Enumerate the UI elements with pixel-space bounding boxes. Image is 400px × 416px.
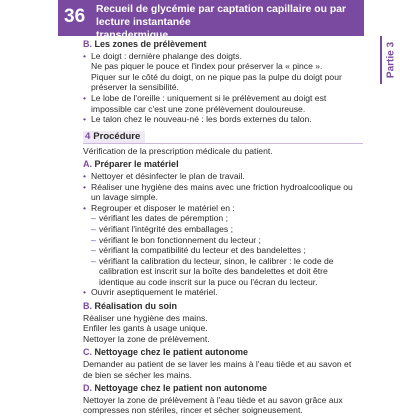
subsection-letter: D. xyxy=(83,383,92,394)
chapter-title-line-1: Recueil de glycémie par captation capillaire ou par lecture instantanée xyxy=(96,4,347,28)
section-heading-procedure xyxy=(83,131,363,144)
subsection-heading-non-autonome xyxy=(83,383,363,394)
materiel-list-item: • Nettoyer et désinfecter le plan de travail. xyxy=(83,171,363,182)
chapter-number: 36 xyxy=(64,6,86,27)
section-number: 4 xyxy=(85,130,91,142)
zones-list-item: • Le talon chez le nouveau-né : les bords externes du talon. xyxy=(83,114,363,125)
subsection-title: Nettoyage chez le patient non autonome xyxy=(94,383,268,394)
verification-list xyxy=(91,213,363,287)
materiel-list xyxy=(83,171,363,298)
soin-line: Enfiler les gants à usage unique. xyxy=(83,323,208,334)
verification-list-item: – vérifiant le bon fonctionnement du lecteur ; xyxy=(91,235,363,246)
section-title: Procédure xyxy=(93,130,141,142)
subsection-title: Nettoyage chez le patient autonome xyxy=(94,347,249,358)
zones-list-item: • Le lobe de l'oreille : uniquement si le prélèvement au doigt est impossible car c'est une zone prélèvement douloureuse. xyxy=(83,93,363,114)
verification-list-item: – vérifiant l'intégrité des emballages ; xyxy=(91,224,363,235)
subsection-heading-autonome xyxy=(83,347,363,358)
non-autonome-text: Nettoyer la zone de prélèvement à l'eau tiède et au savon grâce aux compresses non stériles, rincer et sécher soigneusement. xyxy=(83,394,343,416)
materiel-list-item: • Ouvrir aseptiquement le matériel. xyxy=(83,287,363,298)
chapter-title-line-2: transdermique xyxy=(96,30,169,41)
autonome-text: Demander au patient de se laver les mains à l'eau tiède et au savon et de bien se sécher les mains. xyxy=(83,359,352,380)
subsection-heading-soin xyxy=(83,301,363,312)
subsection-title: Préparer le matériel xyxy=(94,159,179,170)
subsection-letter: C. xyxy=(83,347,92,358)
subsection-letter: B. xyxy=(83,39,92,49)
section-divider xyxy=(83,143,363,144)
zones-list-item: • Le doigt : dernière phalange des doigts. Ne pas piquer le pouce et l'index pour préserver la « pince ». Piquer sur le côté du doigt, on ne pique pas la pulpe du doigt pour préserver la sensibilité. xyxy=(83,51,363,93)
part-side-tab xyxy=(380,36,400,84)
verification-list-item: – vérifiant la calibration du lecteur, sinon, le calibrer : le code de calibration est inscrit sur la boîte des bandelettes et doit être identique au code inscrit sur la puce ou l'écran du lecteur. xyxy=(91,256,363,288)
subsection-title: Les zones de prélèvement xyxy=(94,39,207,49)
soin-line: Réaliser une hygiène des mains. xyxy=(83,312,208,323)
materiel-list-item: • Réaliser une hygiène des mains avec une friction hydroalcoolique ou un lavage simple. xyxy=(83,182,363,203)
soin-line: Nettoyer la zone de prélèvement. xyxy=(83,333,210,344)
page-content xyxy=(83,36,363,416)
procedure-intro: Vérification de la prescription médicale du patient. xyxy=(83,145,273,156)
part-side-tab-label: Partie 3 xyxy=(385,41,397,79)
subsection-title: Réalisation du soin xyxy=(94,301,178,312)
subsection-heading-zones xyxy=(83,39,363,50)
subsection-letter: A. xyxy=(83,159,92,170)
materiel-list-item-text: Regrouper et disposer le matériel en : xyxy=(91,202,235,213)
zones-list xyxy=(83,51,363,125)
subsection-heading-materiel xyxy=(83,159,363,170)
subsection-letter: B. xyxy=(83,301,92,312)
verification-list-item: – vérifiant la compatibilité du lecteur et des bandelettes ; xyxy=(91,245,363,256)
materiel-list-item xyxy=(83,203,363,288)
verification-list-item: – vérifiant les dates de péremption ; xyxy=(91,213,363,224)
